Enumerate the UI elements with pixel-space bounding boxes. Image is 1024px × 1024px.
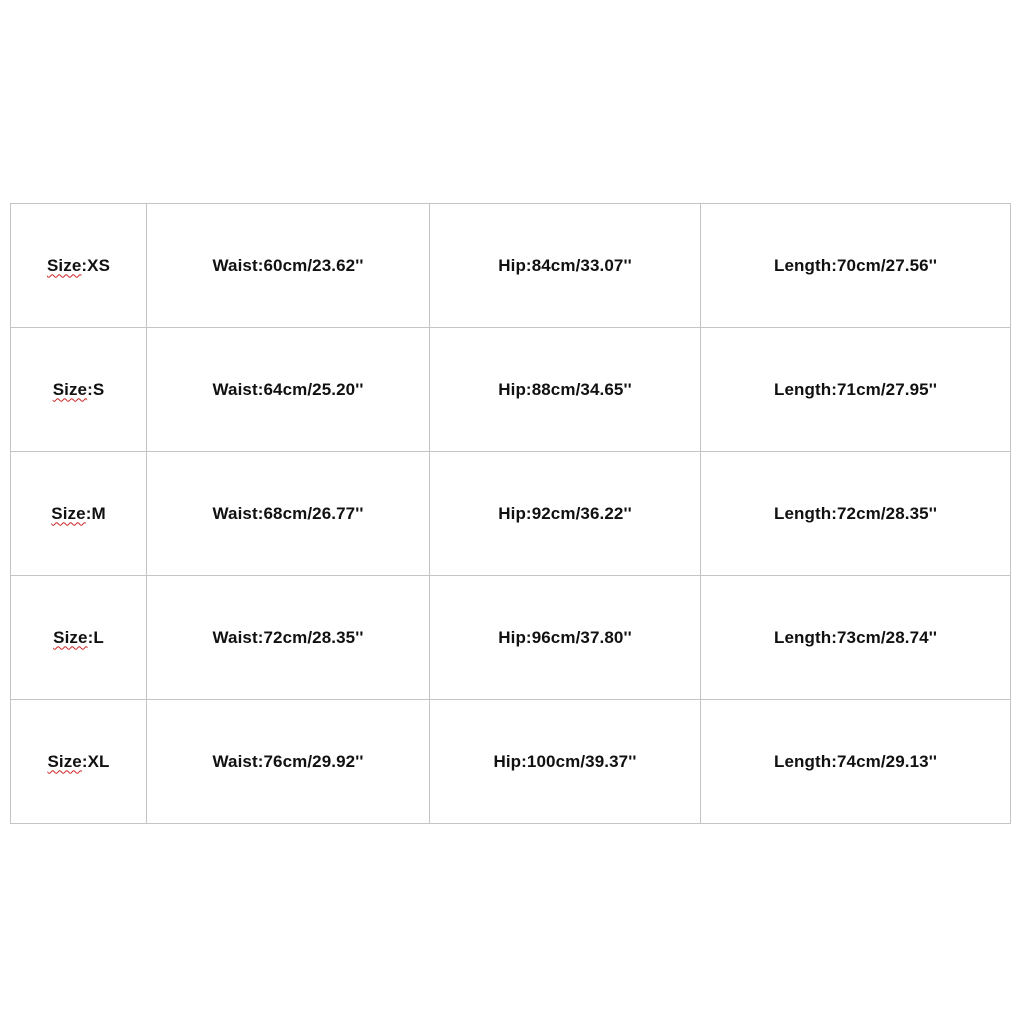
size-chart-table	[10, 203, 1011, 824]
waist-cell: Waist:68cm/26.77''	[147, 452, 430, 576]
table-row	[11, 204, 1011, 328]
length-cell: Length:72cm/28.35''	[701, 452, 1011, 576]
size-value: :S	[87, 379, 105, 399]
waist-cell: Waist:76cm/29.92''	[147, 700, 430, 824]
hip-cell: Hip:84cm/33.07''	[430, 204, 701, 328]
waist-cell: Waist:72cm/28.35''	[147, 576, 430, 700]
waist-cell: Waist:64cm/25.20''	[147, 328, 430, 452]
length-cell: Length:73cm/28.74''	[701, 576, 1011, 700]
size-key: Size	[51, 503, 86, 523]
waist-cell: Waist:60cm/23.62''	[147, 204, 430, 328]
size-value: :XS	[81, 255, 111, 275]
table-row	[11, 576, 1011, 700]
size-cell	[11, 204, 147, 328]
table-row	[11, 452, 1011, 576]
length-cell: Length:70cm/27.56''	[701, 204, 1011, 328]
length-cell: Length:74cm/29.13''	[701, 700, 1011, 824]
size-key: Size	[52, 379, 88, 399]
size-key: Size	[47, 751, 82, 771]
size-key: Size	[53, 627, 88, 647]
length-cell: Length:71cm/27.95''	[701, 328, 1011, 452]
table-row	[11, 328, 1011, 452]
hip-cell: Hip:92cm/36.22''	[430, 452, 701, 576]
hip-cell: Hip:88cm/34.65''	[430, 328, 701, 452]
size-key: Size	[46, 255, 82, 275]
size-cell	[11, 576, 147, 700]
size-cell	[11, 452, 147, 576]
size-value: :XL	[81, 751, 110, 771]
size-cell	[11, 328, 147, 452]
size-value: :M	[85, 503, 106, 523]
hip-cell: Hip:100cm/39.37''	[430, 700, 701, 824]
hip-cell: Hip:96cm/37.80''	[430, 576, 701, 700]
size-cell	[11, 700, 147, 824]
size-value: :L	[87, 627, 104, 647]
table-row	[11, 700, 1011, 824]
